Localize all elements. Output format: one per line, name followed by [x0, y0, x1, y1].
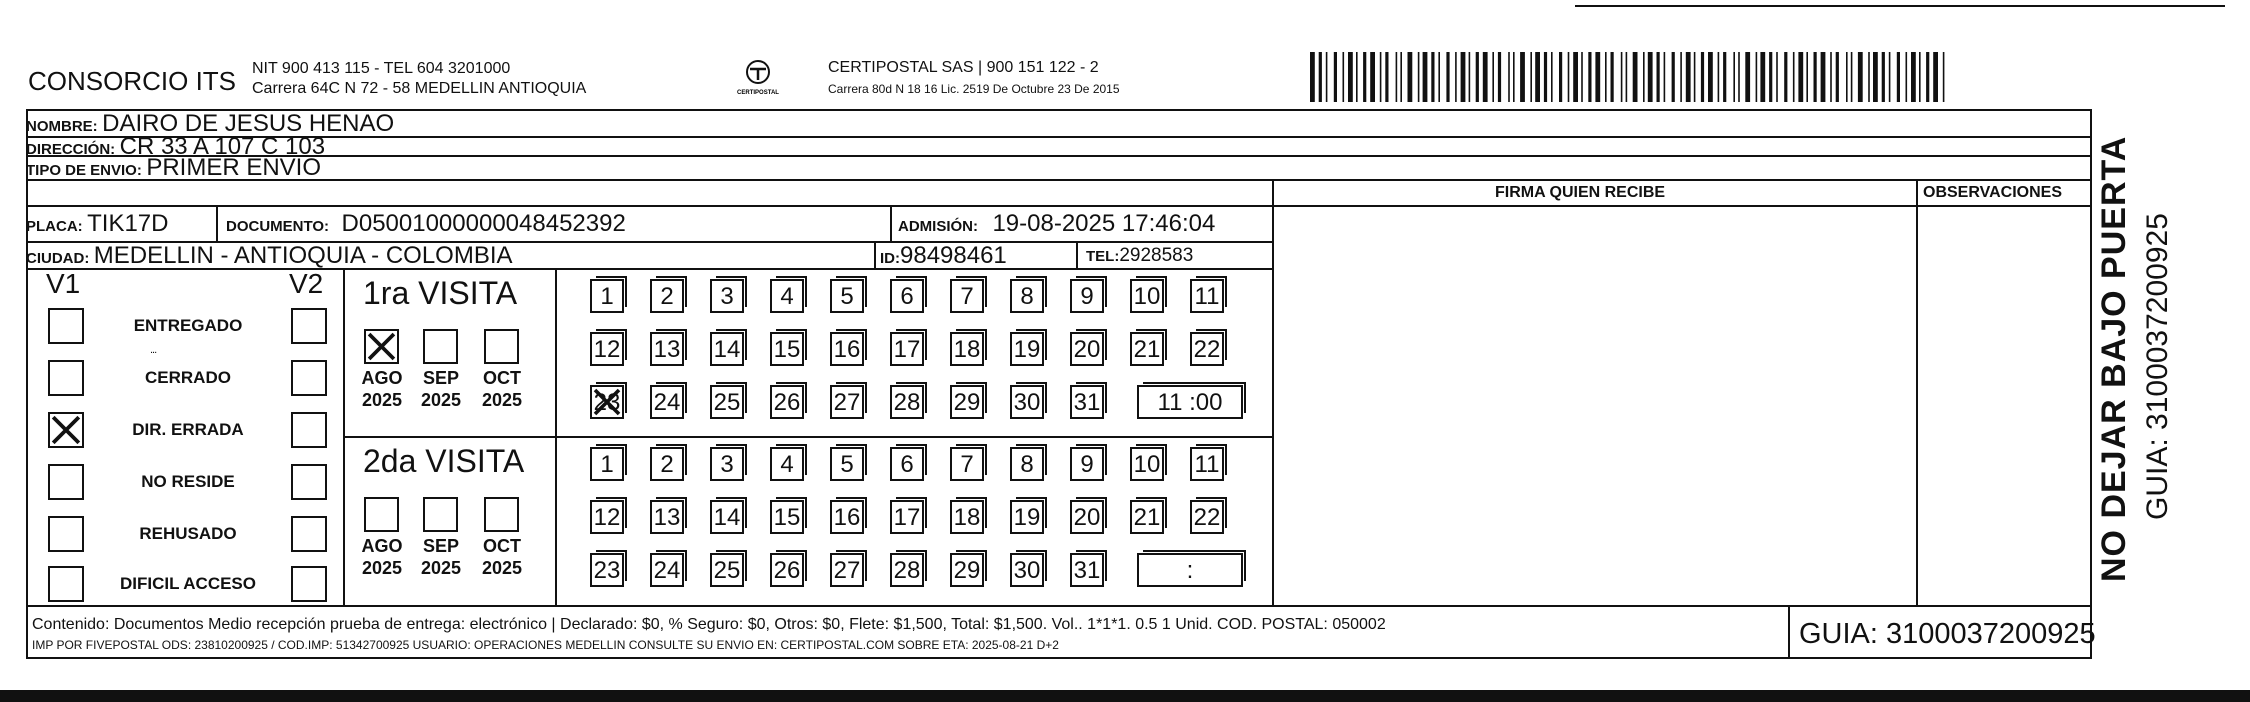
day-box[interactable]: 29 [950, 553, 984, 587]
day-box[interactable]: 7 [950, 447, 984, 481]
year-label: 2025 [420, 558, 462, 578]
barcode-bar [1718, 52, 1720, 102]
barcode-bar [1385, 52, 1388, 102]
day-box[interactable]: 15 [770, 500, 804, 534]
tipo-label: TIPO DE ENVIO: [26, 162, 142, 179]
day-box[interactable]: 16 [830, 332, 864, 366]
barcode-bar [1595, 52, 1600, 102]
certipostal-logo-icon [730, 58, 786, 98]
day-box[interactable]: 18 [950, 332, 984, 366]
barcode-bar [1492, 52, 1494, 102]
barcode-bar [1723, 52, 1726, 102]
day-box[interactable]: 31 [1070, 385, 1104, 419]
day-box[interactable]: 15 [770, 332, 804, 366]
day-box[interactable]: 26 [770, 385, 804, 419]
status-label: NO RESIDE [141, 472, 235, 491]
barcode-bar [1334, 52, 1337, 102]
v2-label: V2 [289, 268, 324, 299]
time-box[interactable]: : [1137, 553, 1243, 587]
barcode-bar [1806, 52, 1808, 102]
barcode-bar [1708, 52, 1713, 102]
barcode-bar [1784, 52, 1787, 102]
day-box[interactable]: 1 [590, 279, 624, 313]
month-label: AGO [361, 368, 403, 388]
side-guia: GUIA: 3100037200925 [2141, 213, 2174, 520]
day-box[interactable]: 2 [650, 279, 684, 313]
documento-label: DOCUMENTO: [226, 218, 330, 235]
direccion-label: DIRECCIÓN: [26, 141, 116, 158]
day-box[interactable]: 27 [830, 385, 864, 419]
day-box[interactable]: 28 [890, 553, 924, 587]
day-box[interactable]: 17 [890, 500, 924, 534]
barcode-bar [1513, 52, 1515, 102]
visit-title-separator [555, 268, 557, 606]
barcode-bar [1423, 52, 1428, 102]
barcode-bar [1680, 52, 1682, 102]
day-box[interactable]: 9 [1070, 447, 1104, 481]
day-box[interactable]: 14 [710, 500, 744, 534]
carrier-name: CERTIPOSTAL SAS | 900 151 122 - 2 [828, 59, 1099, 76]
top-rule [1575, 5, 2225, 7]
year-label: 2025 [361, 558, 403, 578]
barcode-bar [1498, 52, 1501, 102]
barcode-bar [1611, 52, 1614, 102]
day-box[interactable]: 3 [710, 447, 744, 481]
day-box[interactable]: 30 [1010, 553, 1044, 587]
barcode-bar [1461, 52, 1466, 102]
day-box[interactable]: 31 [1070, 553, 1104, 587]
day-box[interactable]: 5 [830, 279, 864, 313]
id-value: 98498461 [900, 242, 1007, 269]
barcode-bar [1814, 52, 1817, 102]
barcode-bar [1438, 52, 1440, 102]
day-box[interactable]: 25 [710, 385, 744, 419]
v2-checkbox[interactable] [291, 516, 327, 552]
day-box[interactable]: 24 [650, 385, 684, 419]
day-box[interactable]: 12 [590, 332, 624, 366]
barcode-bar [1370, 52, 1375, 102]
barcode-bar [1626, 52, 1628, 102]
side-warning: NO DEJAR BAJO PUERTA [2095, 135, 2133, 582]
barcode-bar [1756, 52, 1758, 102]
barcode-bar [1858, 52, 1863, 102]
day-box[interactable]: 13 [650, 500, 684, 534]
form-bottom-border [26, 657, 2092, 659]
month-label: SEP [422, 536, 460, 556]
v1-checkbox[interactable] [48, 308, 84, 344]
day-box[interactable]: 9 [1070, 279, 1104, 313]
barcode-bar [1568, 52, 1570, 102]
id-field [880, 242, 1007, 273]
day-box[interactable]: 11 [1190, 279, 1224, 313]
direccion-value: CR 33 A 107 C 103 [119, 133, 326, 160]
day-box[interactable]: 8 [1010, 279, 1044, 313]
barcode-bar [1408, 52, 1413, 102]
id-separator [874, 241, 876, 269]
barcode-bar [1846, 52, 1848, 102]
tipo-row [26, 155, 321, 179]
barcode-bar [1551, 52, 1553, 102]
month-label: OCT [483, 536, 521, 556]
firma-label: FIRMA QUIEN RECIBE [1495, 184, 1666, 201]
barcode-bar [1686, 52, 1691, 102]
tel-label: TEL: [1086, 248, 1120, 265]
barcode-bar [1530, 52, 1532, 102]
bottom-edge [0, 690, 2250, 702]
documento-value: D05001000000048452392 [341, 210, 626, 237]
tel-separator [1076, 241, 1078, 269]
barcode-bar [1431, 52, 1434, 102]
barcode-bar [1418, 52, 1420, 102]
v1-checkbox[interactable] [48, 566, 84, 602]
form-right-border [2090, 109, 2092, 659]
barcode-bar [1319, 52, 1322, 102]
barcode-bar [1657, 52, 1660, 102]
v2-checkbox[interactable] [291, 360, 327, 396]
logo-text: CERTIPOSTAL [737, 90, 779, 96]
firma-column-line [1272, 179, 1274, 606]
day-box[interactable]: 4 [770, 279, 804, 313]
placa-row [26, 208, 169, 238]
cerrado-mark: ... [150, 344, 157, 356]
year-label: 2025 [420, 390, 462, 410]
ciudad-label: CIUDAD: [26, 250, 90, 267]
visit2-title: 2da VISITA [363, 443, 525, 479]
day-box[interactable]: 23 [590, 553, 624, 587]
barcode-bar [1348, 52, 1353, 102]
v1-checkbox[interactable] [48, 360, 84, 396]
visit-separator [343, 436, 1274, 438]
day-box[interactable]: 19 [1010, 332, 1044, 366]
row-line [26, 155, 2092, 157]
observaciones-column-line [1916, 179, 1918, 606]
day-box[interactable]: 11 [1190, 447, 1224, 481]
placa-value: TIK17D [87, 210, 169, 237]
visit1-title: 1ra VISITA [363, 275, 518, 311]
barcode-bar [1793, 52, 1795, 102]
barcode [1310, 52, 1950, 102]
barcode-bar [1469, 52, 1471, 102]
barcode-bar [1694, 52, 1696, 102]
month-checkbox[interactable] [423, 329, 458, 364]
form-left-border [26, 109, 28, 659]
day-box[interactable]: 7 [950, 279, 984, 313]
admision-separator [890, 207, 892, 242]
barcode-bar [1911, 52, 1916, 102]
barcode-bar [1926, 52, 1929, 102]
footer-line [26, 605, 2092, 607]
month-checkbox[interactable] [423, 497, 458, 532]
tel-field [1086, 242, 1193, 271]
barcode-bar [1776, 52, 1778, 102]
barcode-bar [1830, 52, 1832, 102]
barcode-bar [1508, 52, 1510, 102]
status-label: REHUSADO [139, 524, 237, 543]
ciudad-row [26, 242, 513, 268]
barcode-bar [1933, 52, 1938, 102]
barcode-bar [1400, 52, 1402, 102]
barcode-bar [1919, 52, 1921, 102]
barcode-bar [1520, 52, 1525, 102]
day-box[interactable]: 17 [890, 332, 924, 366]
barcode-bar [1446, 52, 1449, 102]
day-box[interactable]: 21 [1130, 332, 1164, 366]
barcode-bar [1851, 52, 1853, 102]
day-box[interactable]: 30 [1010, 385, 1044, 419]
id-label: ID: [880, 250, 900, 267]
x-mark-icon [50, 414, 82, 446]
admision-value: 19-08-2025 17:46:04 [992, 210, 1216, 237]
company-nit: NIT 900 413 115 - TEL 604 3201000 [252, 60, 511, 77]
v1-checkbox[interactable] [48, 516, 84, 552]
month-checkbox[interactable] [484, 497, 519, 532]
footer-guia: GUIA: 3100037200925 [1799, 618, 2096, 650]
day-box[interactable]: 19 [1010, 500, 1044, 534]
day-box[interactable]: 2 [650, 447, 684, 481]
guia-separator [1788, 605, 1790, 659]
barcode-bar [1701, 52, 1704, 102]
day-box[interactable]: 4 [770, 447, 804, 481]
barcode-bar [1310, 52, 1315, 102]
barcode-bar [1943, 52, 1945, 102]
month-checkbox[interactable] [364, 497, 399, 532]
year-label: 2025 [361, 390, 403, 410]
barcode-bar [1605, 52, 1607, 102]
barcode-bar [1363, 52, 1366, 102]
nombre-value: DAIRO DE JESUS HENAO [102, 110, 395, 137]
placa-separator [216, 207, 218, 242]
barcode-bar [1455, 52, 1457, 102]
day-box[interactable]: 26 [770, 553, 804, 587]
day-box[interactable]: 22 [1190, 332, 1224, 366]
v1-checkbox[interactable] [48, 464, 84, 500]
barcode-bar [1483, 52, 1488, 102]
barcode-bar [1798, 52, 1803, 102]
x-mark-icon [366, 331, 397, 362]
v2-checkbox[interactable] [291, 464, 327, 500]
barcode-bar [1672, 52, 1675, 102]
status-label: ENTREGADO [133, 316, 243, 335]
day-box[interactable]: 28 [890, 385, 924, 419]
barcode-bar [1664, 52, 1666, 102]
day-box[interactable]: 14 [710, 332, 744, 366]
barcode-bar [1733, 52, 1735, 102]
day-box[interactable]: 8 [1010, 447, 1044, 481]
ciudad-value: MEDELLIN - ANTIOQUIA - COLOMBIA [93, 242, 513, 269]
x-mark-icon [592, 387, 622, 417]
barcode-bar [1889, 52, 1891, 102]
day-box[interactable]: 29 [950, 385, 984, 419]
day-box[interactable]: 20 [1070, 500, 1104, 534]
barcode-bar [1581, 52, 1583, 102]
barcode-bar [1633, 52, 1638, 102]
footer-contenido: Contenido: Documentos Medio recepción prueba de entrega: electrónico | Declarado: $0, % Seguro: $0, Otros: $0, Flete: $1,500, Total: $1,500. Vol.. 1*1*1. 0.5 1 Unid. COD. POSTAL: 050002 [32, 616, 1386, 633]
barcode-bar [1356, 52, 1358, 102]
v1-checkbox[interactable] [48, 412, 84, 448]
barcode-bar [1588, 52, 1591, 102]
v2-checkbox[interactable] [291, 412, 327, 448]
day-box[interactable]: 10 [1130, 279, 1164, 313]
day-box[interactable]: 13 [650, 332, 684, 366]
documento-field [226, 208, 626, 243]
month-checkbox[interactable] [484, 329, 519, 364]
barcode-bar [1476, 52, 1479, 102]
day-box[interactable]: 16 [830, 500, 864, 534]
v2-checkbox[interactable] [291, 308, 327, 344]
barcode-bar [1343, 52, 1345, 102]
v2-checkbox[interactable] [291, 566, 327, 602]
tipo-value: PRIMER ENVIO [146, 154, 322, 181]
day-box[interactable]: 20 [1070, 332, 1104, 366]
day-box[interactable]: 22 [1190, 500, 1224, 534]
tel-value: 2928583 [1119, 245, 1194, 266]
year-label: 2025 [481, 558, 523, 578]
barcode-bar [1643, 52, 1645, 102]
barcode-bar [1897, 52, 1900, 102]
company-name: CONSORCIO ITS [28, 66, 237, 96]
day-box[interactable]: 3 [710, 279, 744, 313]
day-box[interactable]: 18 [950, 500, 984, 534]
barcode-bar [1380, 52, 1382, 102]
year-label: 2025 [481, 390, 523, 410]
day-box[interactable]: 21 [1130, 500, 1164, 534]
barcode-bar [1760, 52, 1765, 102]
barcode-bar [1882, 52, 1885, 102]
barcode-bar [1868, 52, 1870, 102]
barcode-bar [1544, 52, 1547, 102]
admision-field [898, 208, 1215, 243]
day-number: 23 [593, 389, 621, 416]
barcode-bar [1836, 52, 1839, 102]
carrier-address: Carrera 80d N 18 16 Lic. 2519 De Octubre 23 De 2015 [828, 82, 1120, 96]
day-box[interactable]: 1 [590, 447, 624, 481]
nombre-label: NOMBRE: [26, 118, 98, 135]
status-label: DIFICIL ACCESO [119, 574, 256, 593]
barcode-bar [1906, 52, 1908, 102]
barcode-bar [1745, 52, 1750, 102]
month-checkbox[interactable] [364, 329, 399, 364]
v1-label: V1 [46, 268, 81, 299]
day-box[interactable]: 6 [890, 279, 924, 313]
footer-imp: IMP POR FIVEPOSTAL ODS: 23810200925 / COD.IMP: 51342700925 USUARIO: OPERACIONES MEDELLIN CONSULTE SU ENVIO EN: CERTIPOSTAL.COM SOBRE ETA: 2025-08-21 D+2 [32, 638, 1059, 652]
month-label: OCT [483, 368, 521, 388]
row-line [26, 205, 2092, 207]
barcode-bar [1621, 52, 1623, 102]
day-box[interactable]: 24 [650, 553, 684, 587]
day-box[interactable]: 25 [710, 553, 744, 587]
row-line [26, 179, 2092, 181]
day-box[interactable]: 12 [590, 500, 624, 534]
barcode-bar [1573, 52, 1578, 102]
barcode-bar [1873, 52, 1878, 102]
barcode-bar [1769, 52, 1772, 102]
month-label: AGO [361, 536, 403, 556]
time-box[interactable]: 11 :00 [1137, 385, 1243, 419]
day-box[interactable]: 6 [890, 447, 924, 481]
barcode-bar [1738, 52, 1740, 102]
barcode-bar [1648, 52, 1653, 102]
company-address: Carrera 64C N 72 - 58 MEDELLIN ANTIOQUIA [252, 80, 587, 97]
barcode-bar [1821, 52, 1826, 102]
day-box[interactable]: 5 [830, 447, 864, 481]
month-label: SEP [422, 368, 460, 388]
placa-label: PLACA: [26, 218, 83, 235]
status-separator [343, 268, 345, 606]
day-box[interactable]: 27 [830, 553, 864, 587]
status-label: DIR. ERRADA [132, 420, 244, 439]
observaciones-label: OBSERVACIONES [1923, 184, 2062, 201]
status-label: CERRADO [145, 368, 231, 387]
barcode-bar [1396, 52, 1398, 102]
day-box[interactable]: 10 [1130, 447, 1164, 481]
day-box-crossed[interactable] [590, 385, 624, 419]
barcode-bar [1535, 52, 1540, 102]
barcode-bar [1326, 52, 1328, 102]
barcode-bar [1559, 52, 1562, 102]
admision-label: ADMISIÓN: [898, 218, 978, 235]
